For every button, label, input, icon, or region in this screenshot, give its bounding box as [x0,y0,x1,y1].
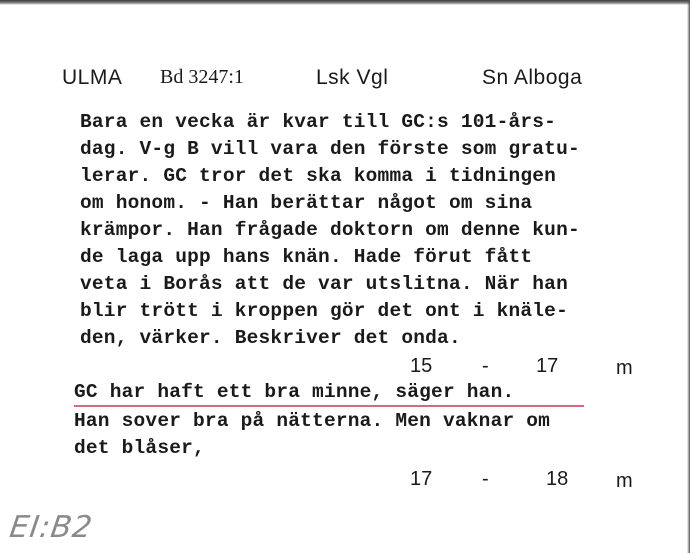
text-line: Han sover bra på nätterna. Men vaknar om [74,410,551,432]
archive-mark: EI:B2 [7,510,96,545]
text-line: Bara en vecka är kvar till GC:s 101-års- [80,111,557,133]
text-line: blir trött i kroppen gör det ont i knäle- [80,300,568,322]
time-from: 15 [410,355,433,377]
text-line: de laga upp hans knän. Hade förut fått [80,246,533,268]
text-line: det blåser, [74,437,205,459]
text-line: GC har haft ett bra minne, säger han. [74,381,515,403]
text-line: den, värker. Beskriver det onda. [80,327,461,349]
time-to: 18 [546,468,569,490]
card-header [62,66,672,96]
time-to: 17 [536,355,559,377]
text-line: krämpor. Han frågade doktorn om denne kun- [80,219,580,241]
volume-reference: Bd 3247:1 [160,66,244,88]
text-line: veta i Borås att de var utslitna. När han [80,273,568,295]
card-top-edge [0,0,690,5]
text-line: om honom. - Han berättar något om sina [80,192,533,214]
time-unit: m [616,470,633,492]
place-name: ULMA [62,66,123,89]
time-from: 17 [410,468,433,490]
time-dash: - [482,355,489,377]
text-line: dag. V-g B vill vara den förste som gratu- [80,138,580,160]
county-code: Lsk Vgl [316,66,389,89]
red-underline [74,405,584,407]
time-dash: - [482,468,489,490]
text-line: lerar. GC tror det ska komma i tidningen [80,165,557,187]
parish-name: Sn Alboga [482,66,583,89]
time-unit: m [616,357,633,379]
